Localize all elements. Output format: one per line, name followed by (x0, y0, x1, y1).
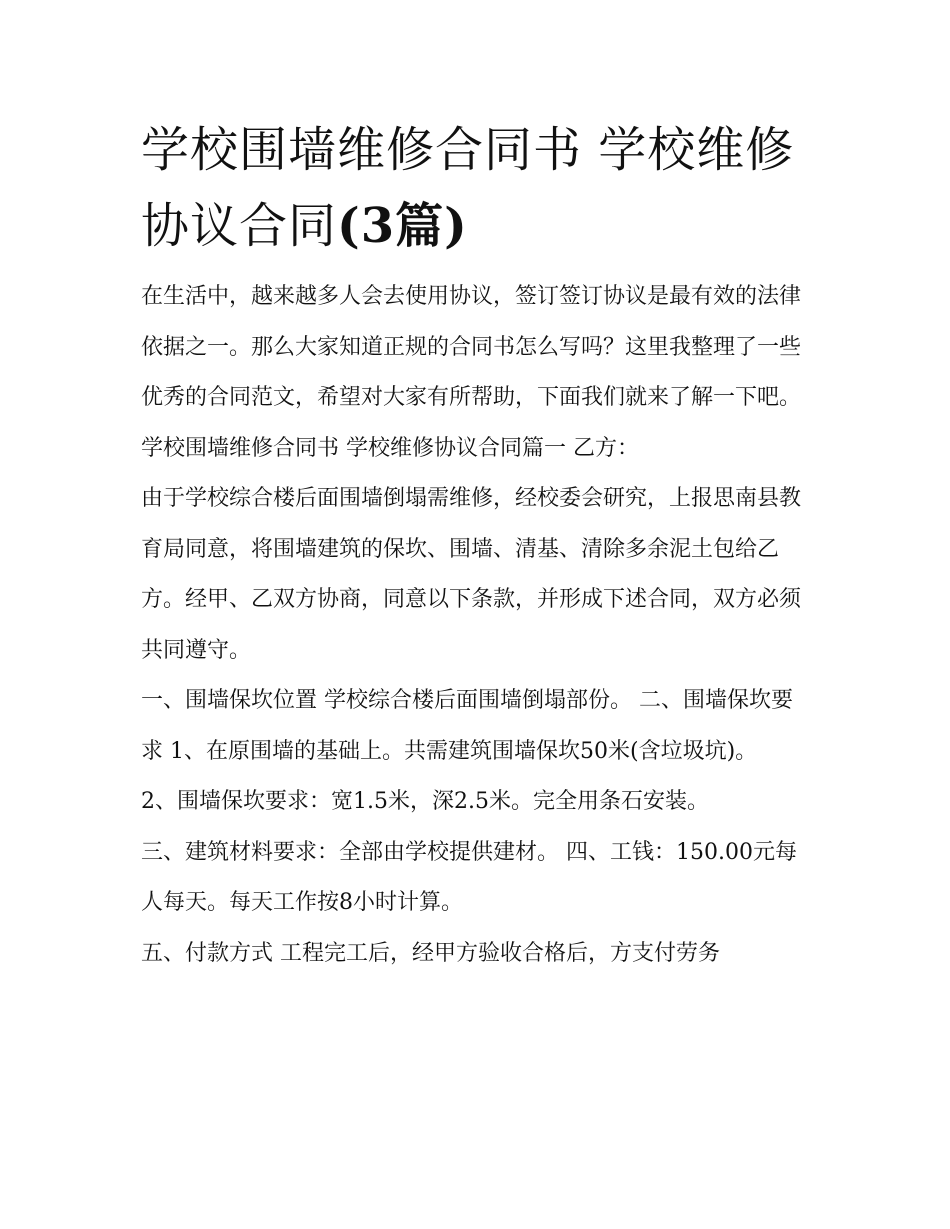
document-page (141, 112, 813, 979)
paragraph-section-heading: 学校围墙维修合同书 学校维修协议合同篇一 乙方： (141, 435, 639, 461)
document-title (141, 112, 813, 264)
paragraph-background: 由于学校综合楼后面围墙倒塌需维修，经校委会研究，上报思南县教育局同意，将围墙建筑的保坎、围墙、清基、清除多余泥土包给乙方。经甲、乙双方协商，同意以下条款，并形成下述合同，双方必须共同遵守。 (141, 486, 802, 663)
paragraph-intro: 在生活中，越来越多人会去使用协议，签订签订协议是最有效的法律依据之一。那么大家知道正规的合同书怎么写吗？这里我整理了一些优秀的合同范文，希望对大家有所帮助，下面我们就来了解一下吧。 (141, 284, 802, 410)
title-count: (3篇) (337, 198, 468, 254)
paragraph-clause-materials: 三、建筑材料要求：全部由学校提供建材。 四、工钱：150.00元每人每天。每天工作按8小时计算。 (141, 839, 797, 915)
paragraph-clause-spec: 2、围墙保坎要求：宽1.5米，深2.5米。完全用条石安装。 (141, 789, 709, 814)
title-text: 学校围墙维修合同书 学校维修协议合同 (141, 122, 795, 254)
paragraph-clause-payment: 五、付款方式 工程完工后，经甲方验收合格后，方支付劳务 (141, 940, 720, 966)
paragraph-clause-location: 一、围墙保坎位置 学校综合楼后面围墙倒塌部份。 二、围墙保坎要求 1、在原围墙的基础上。共需建筑围墙保坎50米(含垃圾坑)。 (141, 688, 793, 764)
document-body (141, 272, 813, 979)
